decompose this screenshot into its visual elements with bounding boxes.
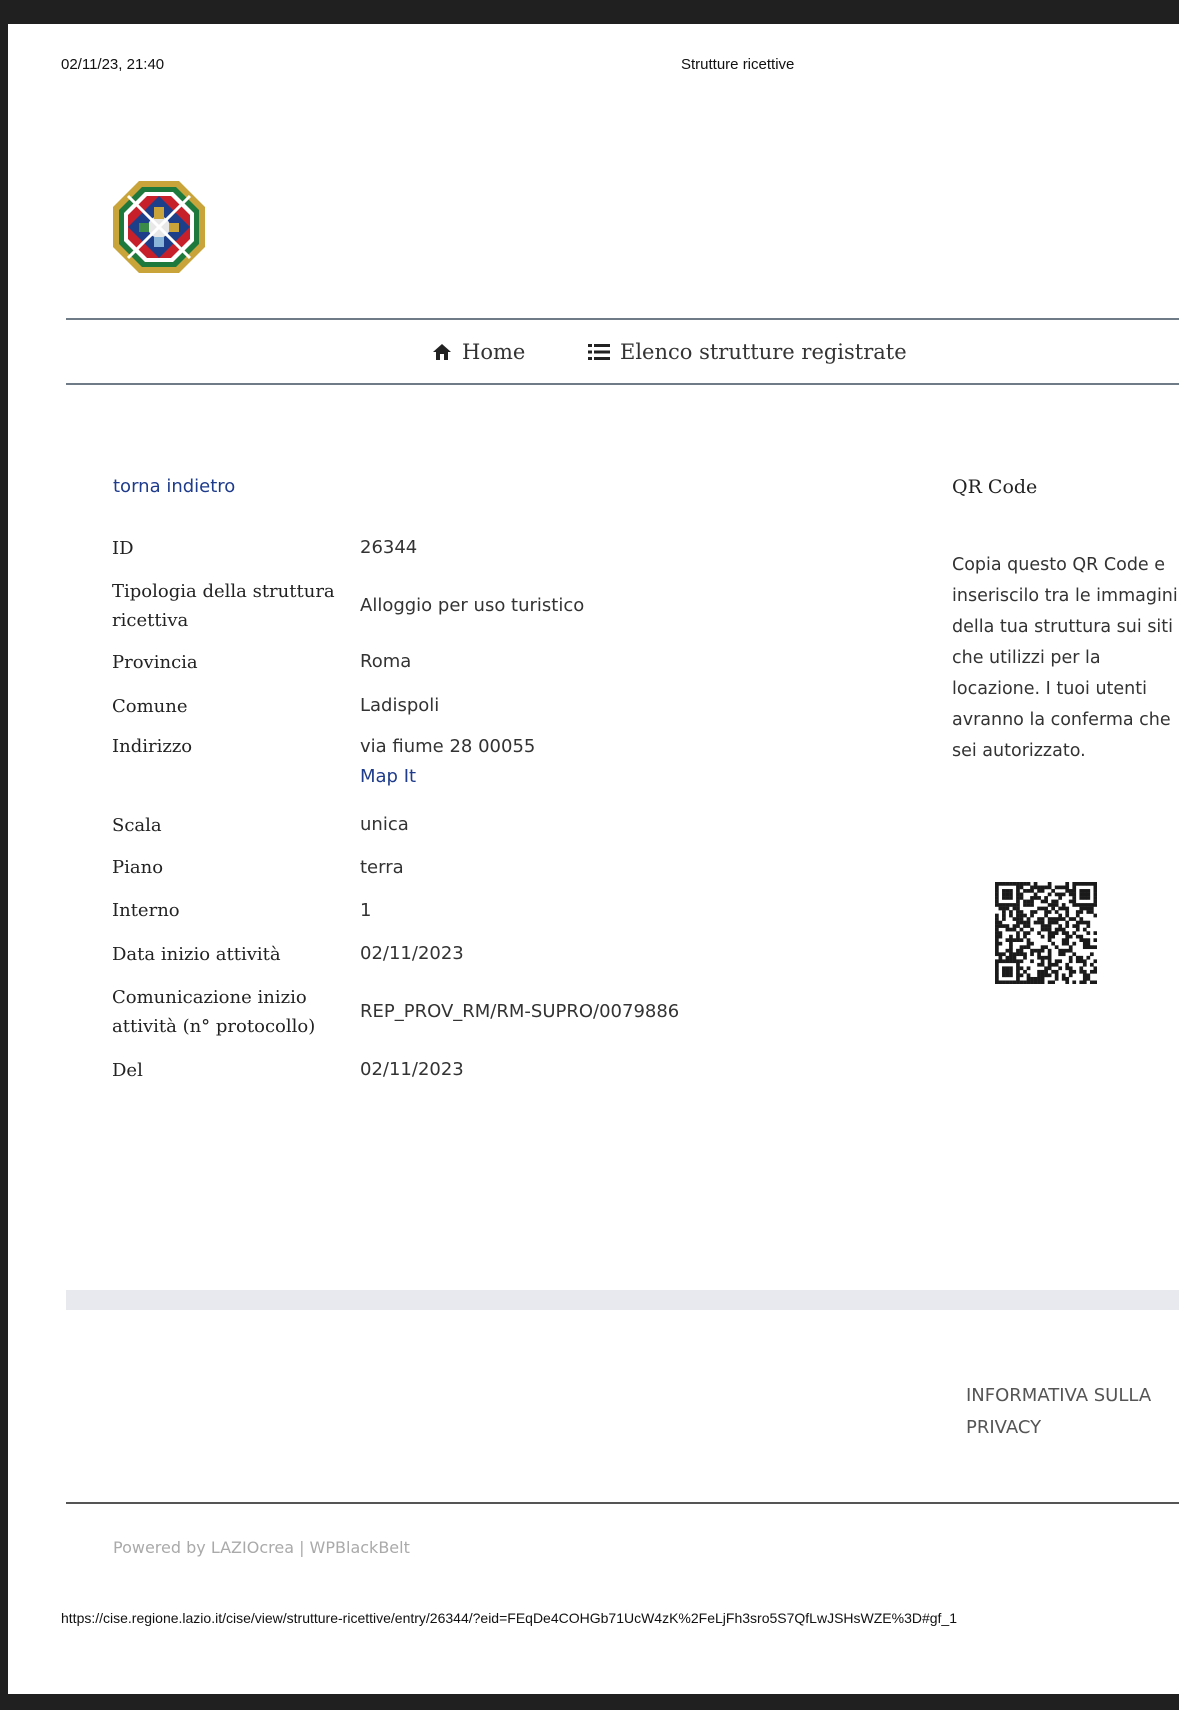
- field-label: Data inizio attività: [112, 943, 281, 965]
- field-label: Interno: [112, 900, 180, 921]
- list-icon: [588, 343, 610, 361]
- field-value: terra: [360, 856, 404, 878]
- field-value: REP_PROV_RM/RM-SUPRO/0079886: [360, 1001, 680, 1022]
- printed-page: [8, 24, 1179, 1694]
- field-label: Comunicazione inizio attività (n° protocollo): [112, 987, 316, 1037]
- main-nav: [8, 340, 1179, 370]
- field-label: Scala: [112, 814, 162, 836]
- field-value: Alloggio per uso turistico: [360, 595, 585, 616]
- field-value: 26344: [360, 537, 418, 558]
- print-datetime: 02/11/23, 21:40: [61, 56, 165, 73]
- field-value: Ladispoli: [360, 695, 440, 716]
- qr-code-instructions: Copia questo QR Code e inseriscilo tra le immagini della tua struttura sui siti che utilizzi per la locazione. I tuoi utenti avranno la conferma che sei autorizzato.: [952, 555, 1178, 761]
- field-label: ID: [112, 537, 134, 559]
- table-row: [112, 1048, 732, 1092]
- table-row: [112, 640, 732, 684]
- table-row: [112, 889, 732, 932]
- privacy-policy-link[interactable]: INFORMATIVA SULLA PRIVACY: [966, 1385, 1152, 1438]
- nav-home-label: Home: [462, 340, 526, 364]
- footer-divider: [66, 1502, 1179, 1504]
- regione-lazio-logo: [111, 179, 207, 275]
- table-row: [112, 804, 732, 846]
- field-value: 1: [360, 899, 372, 921]
- back-link[interactable]: torna indietro: [113, 476, 236, 497]
- table-row: [112, 524, 732, 572]
- nav-top-divider: [66, 318, 1179, 320]
- field-value: 02/11/2023: [360, 1059, 464, 1080]
- print-page-title: Strutture ricettive: [681, 56, 795, 73]
- structure-details-table: [112, 524, 732, 1092]
- address-cell: [360, 728, 732, 804]
- table-row: [112, 728, 732, 804]
- powered-by-text: Powered by LAZIOcrea | WPBlackBelt: [113, 1538, 410, 1557]
- field-value: unica: [360, 814, 409, 835]
- field-value: via fiume 28 00055: [360, 736, 536, 757]
- home-icon: [432, 343, 452, 361]
- field-label: Indirizzo: [112, 736, 193, 757]
- field-label: Piano: [112, 857, 164, 878]
- nav-home-link[interactable]: [432, 340, 525, 364]
- field-label: Tipologia della struttura ricettiva: [112, 581, 335, 631]
- nav-list-label: Elenco strutture registrate: [620, 340, 907, 364]
- table-row: [112, 684, 732, 728]
- table-row: [112, 846, 732, 889]
- field-value: Roma: [360, 651, 412, 672]
- field-value: 02/11/2023: [360, 943, 464, 964]
- qr-code-image: [995, 882, 1097, 984]
- qr-code-title: QR Code: [952, 476, 1038, 498]
- footer-gray-band: [66, 1290, 1179, 1310]
- nav-bottom-divider: [66, 383, 1179, 385]
- print-page-url: https://cise.regione.lazio.it/cise/view/strutture-ricettive/entry/26344/?eid=FEqDe4COHGb71UcW4zK%2FeLjFh3sro5S7QfLwJSHsWZE%3D#gf_1: [61, 1610, 957, 1626]
- nav-registered-list-link[interactable]: [588, 340, 907, 364]
- table-row: [112, 572, 732, 640]
- field-label: Del: [112, 1059, 143, 1081]
- field-label: Provincia: [112, 651, 198, 673]
- table-row: [112, 932, 732, 976]
- table-row: [112, 976, 732, 1048]
- field-label: Comune: [112, 695, 188, 717]
- map-it-link[interactable]: Map It: [360, 766, 417, 787]
